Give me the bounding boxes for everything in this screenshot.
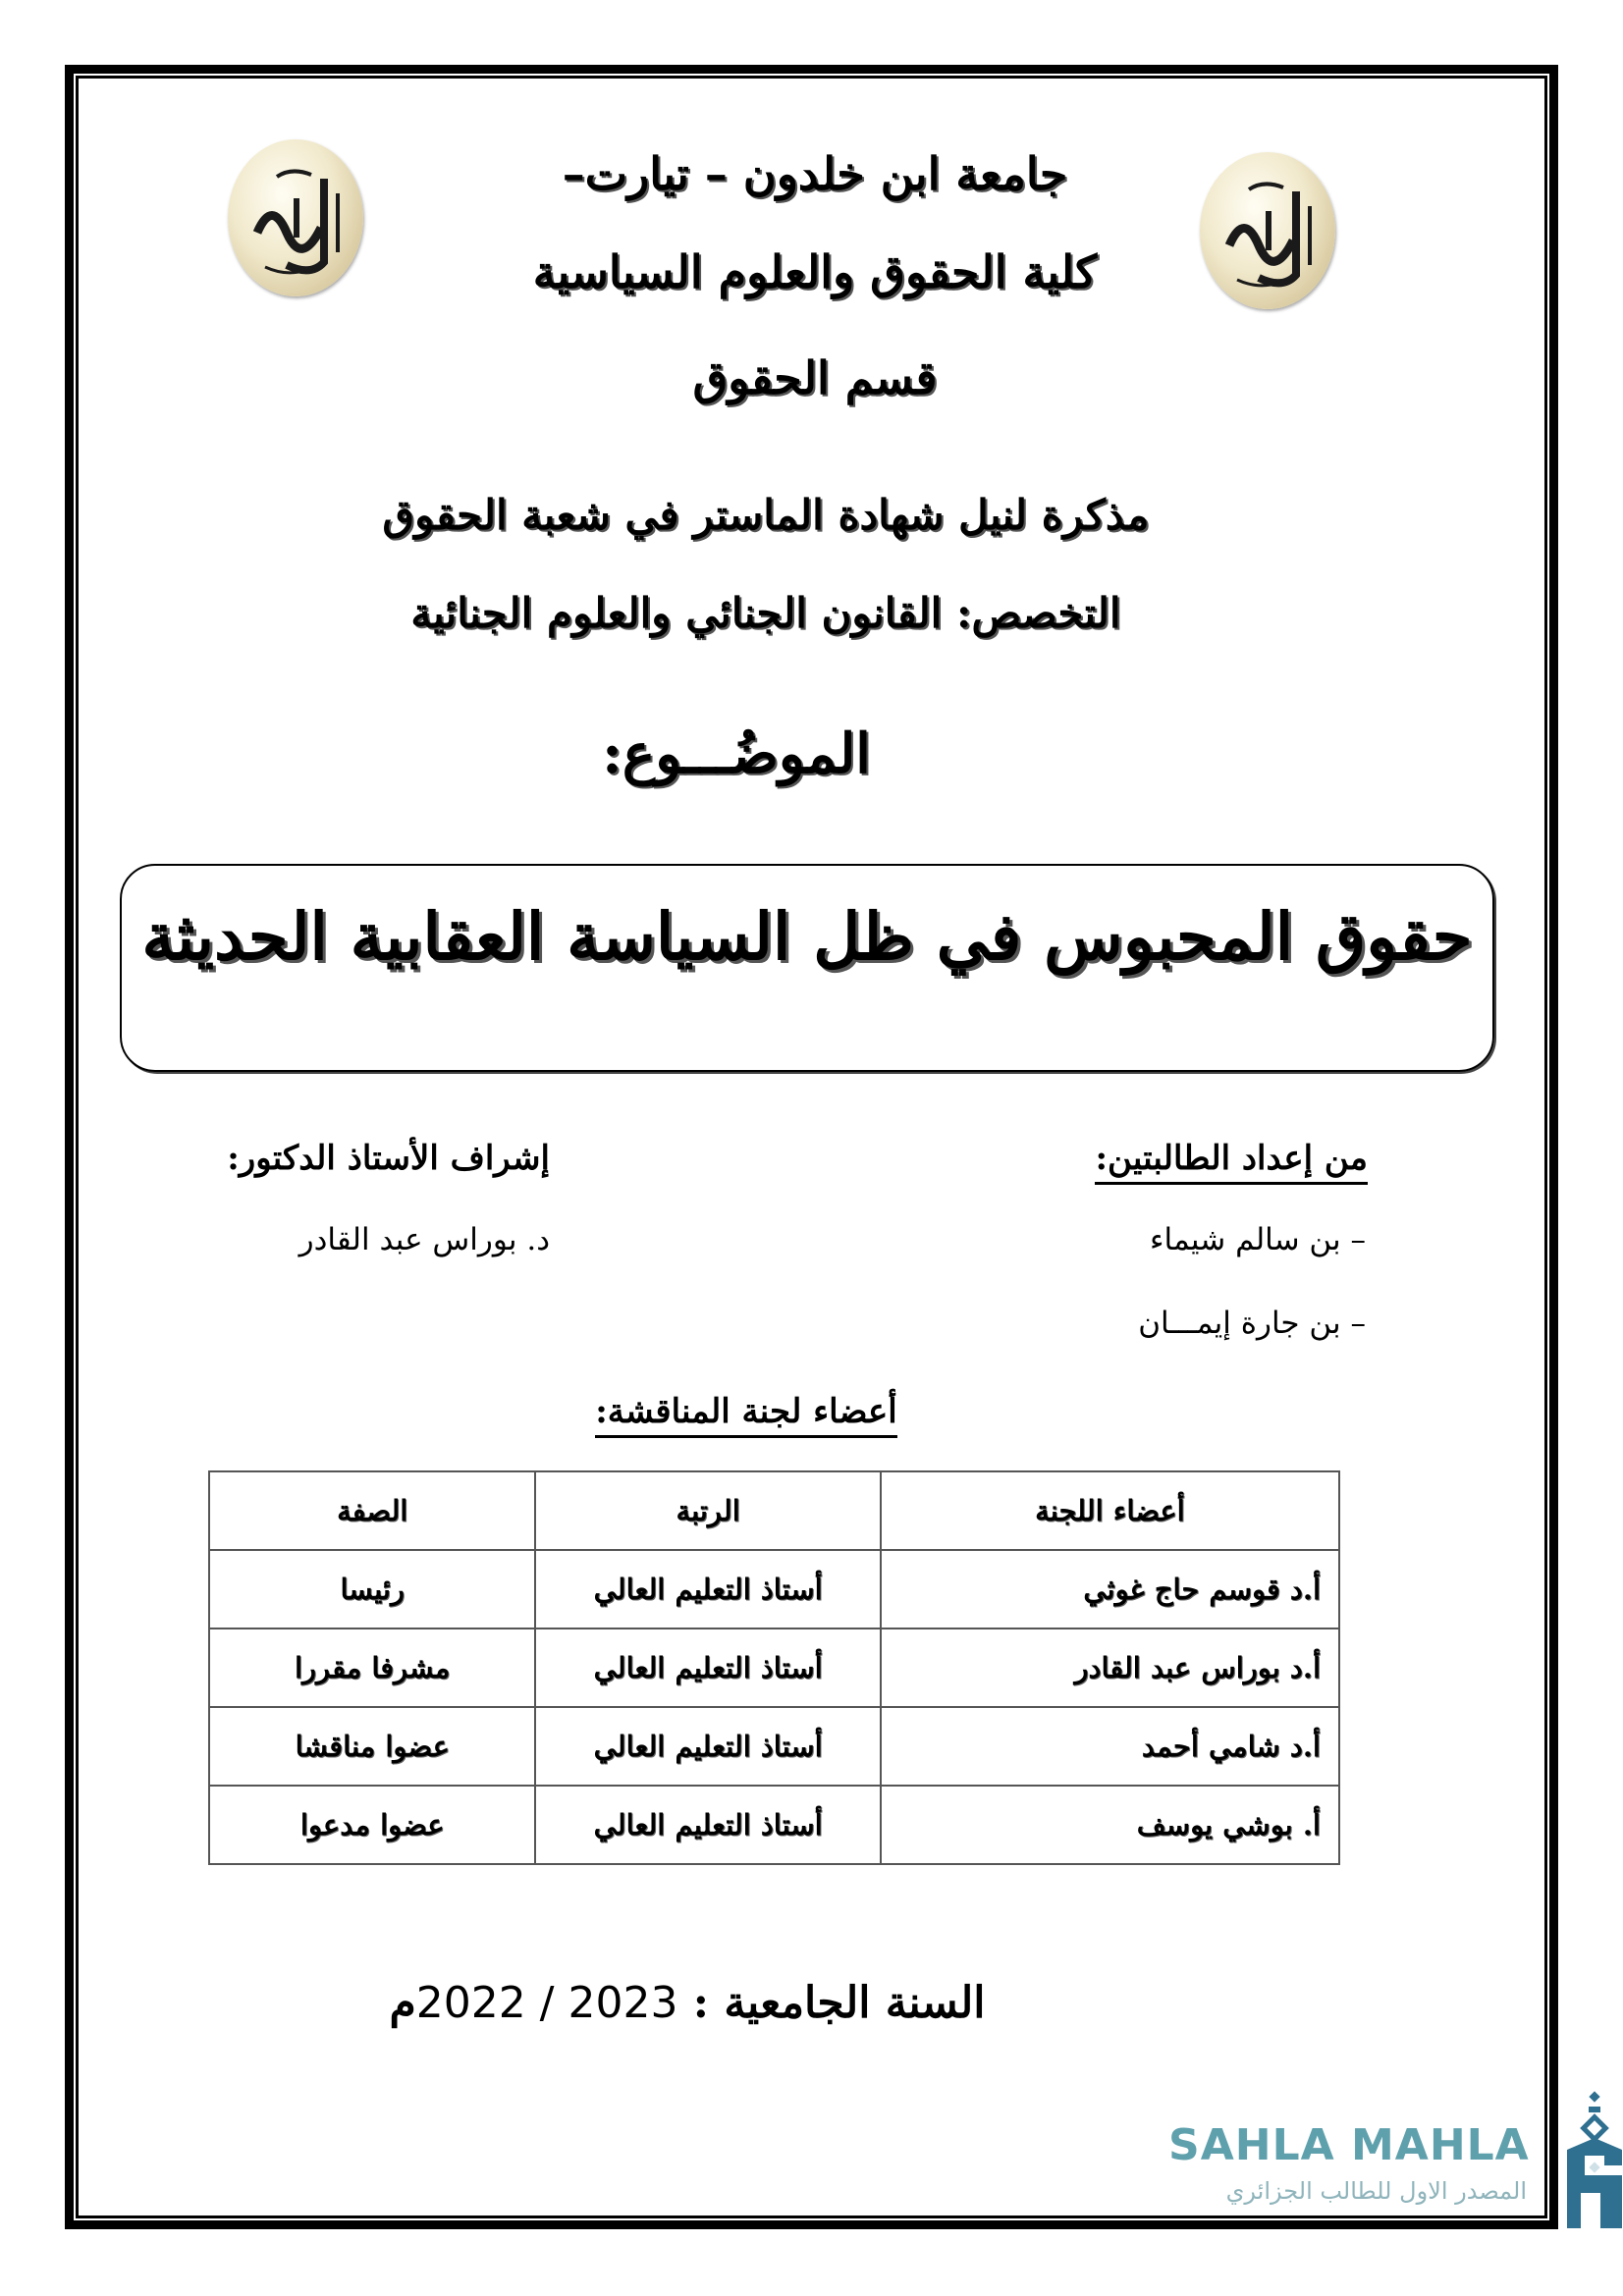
student-name: – بن جارة إيمـــان xyxy=(1138,1306,1366,1341)
column-header-members: أعضاء اللجنة xyxy=(881,1471,1339,1550)
table-row xyxy=(209,1707,1339,1786)
subject-label: الموضُـــوع: xyxy=(602,721,871,786)
table-row xyxy=(209,1550,1339,1629)
students-label: من إعداد الطالبتين: xyxy=(1095,1139,1368,1185)
supervisor-name: د. بوراس عبد القادر xyxy=(298,1222,550,1257)
committee-section xyxy=(550,1392,943,1438)
specialization: التخصص: القانون الجنائي والعلوم الجنائية xyxy=(410,589,1121,637)
students-section xyxy=(1095,1139,1368,1185)
university-name: جامعة ابن خلدون – تيارت– xyxy=(562,147,1068,200)
member-rank: أستاذ التعليم العالي xyxy=(535,1629,880,1707)
thesis-title: حقوق المحبوس في ظل السياسة العقابية الحديثة xyxy=(141,898,1473,975)
faculty-name: كلية الحقوق والعلوم السياسية xyxy=(532,245,1098,298)
table-row xyxy=(209,1786,1339,1864)
committee-table xyxy=(208,1470,1340,1865)
academic-year xyxy=(373,1978,1001,2028)
member-rank: أستاذ التعليم العالي xyxy=(535,1707,880,1786)
watermark-tagline: المصدر الاول للطالب الجزائري xyxy=(1225,2177,1527,2205)
member-role: مشرفا مقررا xyxy=(209,1629,535,1707)
academic-year-label: السنة الجامعية : xyxy=(692,1978,986,2028)
sahla-mahla-watermark xyxy=(1168,2120,1600,2258)
supervisor-label: إشراف الأستاذ الدكتور: xyxy=(227,1139,550,1178)
academic-year-suffix: م xyxy=(389,1978,416,2028)
table-row xyxy=(209,1629,1339,1707)
degree-purpose: مذكرة لنيل شهادة الماستر في شعبة الحقوق xyxy=(382,491,1150,539)
member-role: عضوا مدعوا xyxy=(209,1786,535,1864)
committee-label: أعضاء لجنة المناقشة: xyxy=(595,1392,896,1438)
student-name: – بن سالم شيماء xyxy=(1149,1222,1366,1257)
watermark-brand: SAHLA MAHLA xyxy=(1168,2120,1530,2170)
column-header-role: الصفة xyxy=(209,1471,535,1550)
column-header-rank: الرتبة xyxy=(535,1471,880,1550)
member-name: أ.د قوسم حاج غوثي xyxy=(881,1550,1339,1629)
member-role: عضوا مناقشا xyxy=(209,1707,535,1786)
table-header-row xyxy=(209,1471,1339,1550)
academic-year-value: 2022 / 2023 xyxy=(415,1978,678,2028)
member-name: أ.د بوراس عبد القادر xyxy=(881,1629,1339,1707)
member-role: رئيسا xyxy=(209,1550,535,1629)
member-rank: أستاذ التعليم العالي xyxy=(535,1550,880,1629)
member-name: أ.د شامي أحمد xyxy=(881,1707,1339,1786)
department-name: قسم الحقوق xyxy=(692,351,938,404)
member-name: أ. بوشي يوسف xyxy=(881,1786,1339,1864)
member-rank: أستاذ التعليم العالي xyxy=(535,1786,880,1864)
sahla-mahla-logo-icon xyxy=(1561,2091,1623,2238)
